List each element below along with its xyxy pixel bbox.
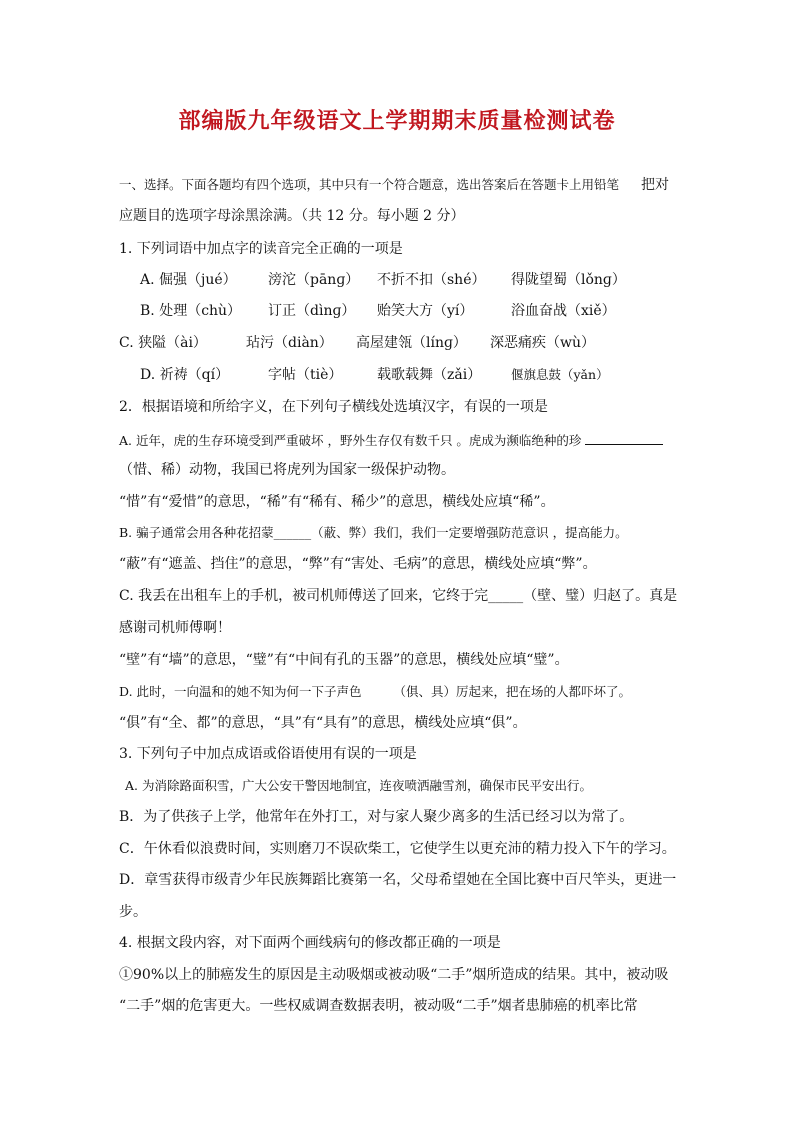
q1-option-a-1: A. 倔强（jué） bbox=[140, 272, 237, 288]
q3-option-d-line2: 步。 bbox=[119, 904, 147, 920]
q1-option-d-1: D. 祈祷（qí） bbox=[140, 367, 230, 383]
q3-stem: 3. 下列句子中加点成语或俗语使用有误的一项是 bbox=[119, 746, 417, 762]
q1-option-c-3: 高屋建瓴（línɡ） bbox=[356, 335, 467, 351]
q1-option-b-3: 贻笑大方（yí） bbox=[377, 303, 474, 319]
q3-option-a: A. 为消除路面积雪，广大公安干警因地制宜，连夜喷洒融雪剂，确保市民平安出行。 bbox=[125, 778, 592, 793]
q2-option-d-line1 bbox=[119, 683, 631, 701]
q2-option-c-line2: 感谢司机师傅啊！ bbox=[119, 620, 231, 636]
q1-option-c-2: 玷污（diàn） bbox=[246, 335, 333, 351]
q1-option-d-4: 偃旗息鼓（yǎn） bbox=[511, 367, 609, 382]
q1-option-b-2: 订正（dìnɡ） bbox=[268, 303, 356, 319]
q1-option-c-4: 深恶痛疾（wù） bbox=[490, 335, 595, 351]
q2-option-c-line1: C. 我丢在出租车上的手机，被司机师傅送了回来，它终于完_____（壁、璧）归赵了。真是 bbox=[119, 588, 678, 604]
q2-stem: 2．根据语境和所给字义，在下列句子横线处选填汉字，有误的一项是 bbox=[119, 399, 548, 415]
q1-option-c-1: C. 狭隘（ài） bbox=[119, 335, 207, 351]
q1-option-a-4: 得陇望蜀（lǒnɡ） bbox=[511, 272, 626, 288]
answer-blank bbox=[585, 430, 663, 445]
section-heading-text: 一、选择。下面各题均有四个选项，其中只有一个符合题意，选出答案后在答题卡上用铅笔 bbox=[119, 177, 620, 192]
q2-option-d-text: D. 此时，一向温和的她不知为何一下子声色 bbox=[119, 684, 362, 699]
section-heading-line2: 应题目的选项字母涂黑涂满。（共 12 分。每小题 2 分） bbox=[119, 208, 465, 224]
q3-option-c: C．午休看似浪费时间，实则磨刀不误砍柴工，它使学生以更充沛的精力投入下午的学习。 bbox=[119, 841, 676, 857]
section-heading bbox=[119, 176, 669, 194]
q1-option-a-3: 不折不扣（shé） bbox=[377, 272, 486, 288]
q2-option-a-text: A. 近年，虎的生存环境受到严重破坏 ，野外生存仅有数千只 。虎成为濒临绝种的珍 bbox=[119, 433, 582, 448]
page-title: 部编版九年级语文上学期期末质量检测试卷 bbox=[178, 108, 616, 134]
q2-option-a-line1 bbox=[119, 430, 663, 450]
q4-stem: 4. 根据文段内容，对下面两个画线病句的修改都正确的一项是 bbox=[119, 935, 501, 951]
q2-option-b-line1: B. 骗子通常会用各种花招蒙______（蔽、弊）我们，我们一定要增强防范意识 ，提高能力。 bbox=[119, 525, 628, 540]
q2-option-a-explanation: “惜”有“爱惜”的意思，“稀”有“稀有、稀少”的意思，横线处应填“稀”。 bbox=[119, 494, 555, 510]
q2-option-c-explanation: “壁”有“墙”的意思，“璧”有“中间有孔的玉器”的意思，横线处应填“璧”。 bbox=[119, 652, 569, 668]
q1-option-d-3: 载歌载舞（zǎi） bbox=[377, 367, 482, 383]
q1-option-d-2: 字帖（tiè） bbox=[268, 367, 343, 383]
q2-option-a-line2: （惜、稀）动物，我国已将虎列为国家一级保护动物。 bbox=[119, 462, 455, 478]
q2-option-d-text-2: （俱、具）厉起来，把在场的人都吓坏了。 bbox=[393, 684, 632, 699]
q4-passage-line2: “二手”烟的危害更大。一些权威调查数据表明，被动吸“二手”烟者患肺癌的机率比常 bbox=[119, 998, 638, 1014]
q1-option-b-4: 浴血奋战（xiě） bbox=[511, 303, 616, 319]
q2-option-b-explanation: “蔽”有“遮盖、挡住”的意思，“弊”有“害处、毛病”的意思，横线处应填“弊”。 bbox=[119, 556, 597, 572]
q4-passage-line1: ①90%以上的肺癌发生的原因是主动吸烟或被动吸“二手”烟所造成的结果。其中，被动吸 bbox=[119, 967, 669, 983]
q3-option-b: B．为了供孩子上学，他常年在外打工，对与家人聚少离多的生活已经习以为常了。 bbox=[119, 809, 634, 825]
section-heading-tail: 把对 bbox=[641, 177, 670, 193]
q1-stem: 1. 下列词语中加点字的读音完全正确的一项是 bbox=[119, 241, 403, 257]
q2-option-d-explanation: “俱”有“全、都”的意思，“具”有“具有”的意思，横线处应填“俱”。 bbox=[119, 715, 527, 731]
q3-option-d-line1: D．章雪获得市级青少年民族舞蹈比赛第一名，父母希望她在全国比赛中百尺竿头，更进一 bbox=[119, 872, 677, 888]
q1-option-a-2: 滂沱（pānɡ） bbox=[268, 272, 360, 288]
q1-option-b-1: B. 处理（chù） bbox=[140, 303, 242, 319]
